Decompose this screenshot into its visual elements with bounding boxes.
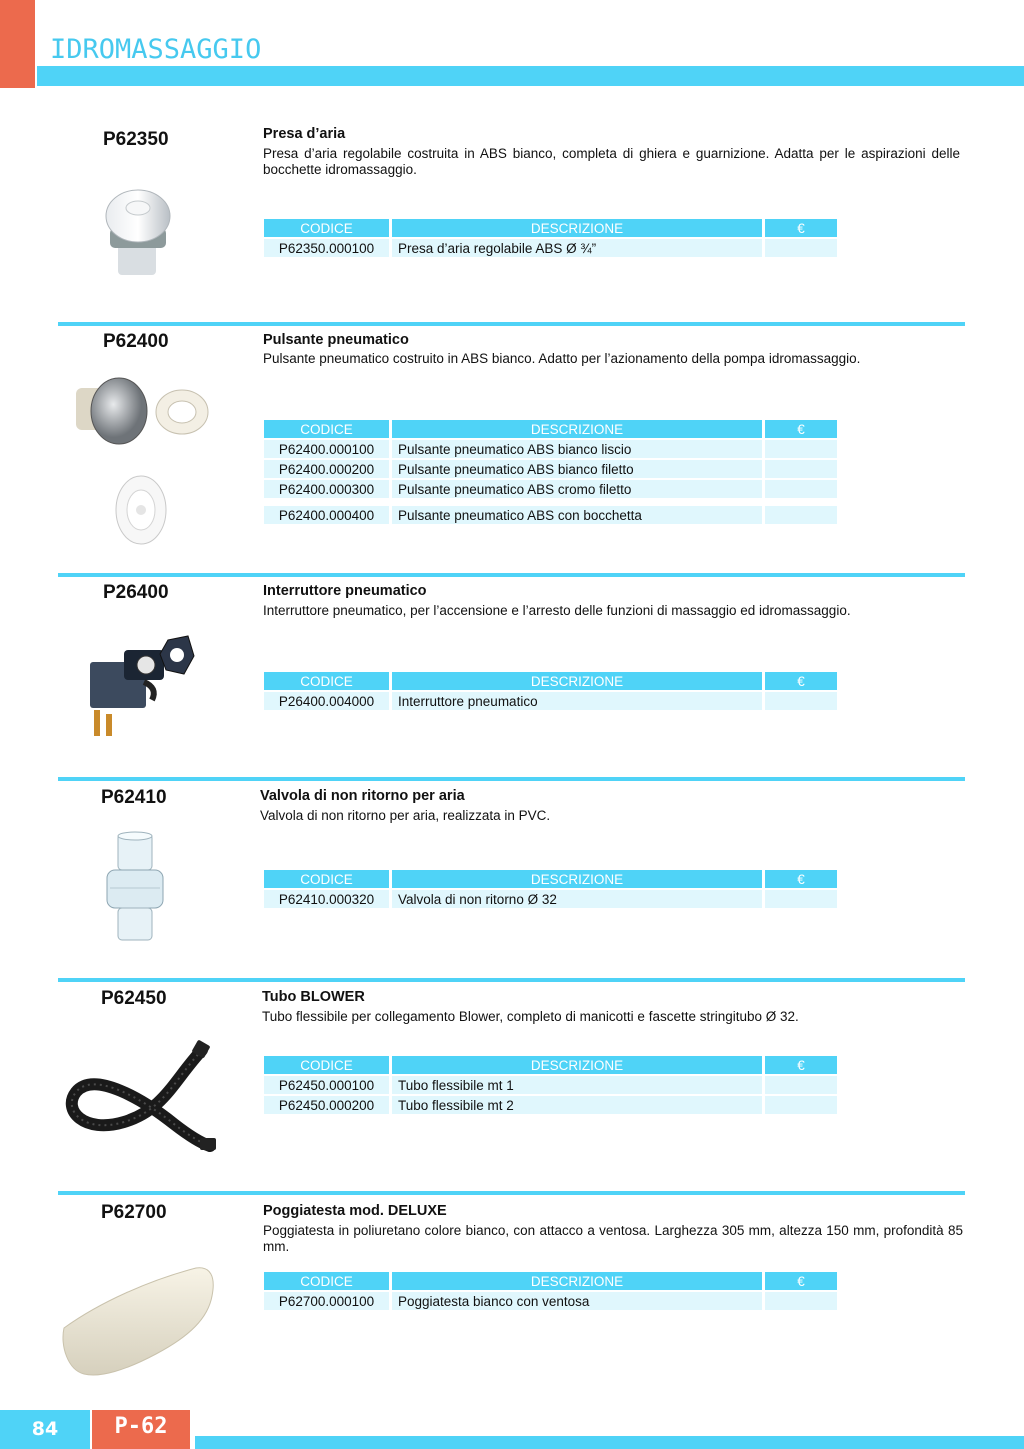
table-header-row	[264, 870, 837, 888]
table-header-row	[264, 420, 837, 438]
row-code: P62400.000100	[264, 440, 389, 458]
table-header-row	[264, 219, 837, 237]
product-code: P62350	[103, 129, 169, 150]
row-code: P62700.000100	[264, 1292, 389, 1310]
section-code: P-62	[92, 1410, 190, 1449]
header-codice: CODICE	[264, 219, 389, 237]
table-row	[264, 440, 837, 458]
product-code: P26400	[103, 582, 169, 603]
pneumatic-switch-image	[84, 632, 196, 742]
header-price: €	[765, 420, 837, 438]
product-code: P62450	[101, 988, 167, 1009]
header-descrizione: DESCRIZIONE	[392, 870, 762, 888]
product-title: Presa d’aria	[263, 126, 346, 142]
row-description: Poggiatesta bianco con ventosa	[392, 1292, 762, 1310]
header-descrizione: DESCRIZIONE	[392, 219, 762, 237]
pneumatic-nozzle-image	[113, 473, 169, 547]
header-price: €	[765, 1056, 837, 1074]
product-description: Poggiatesta in poliuretano colore bianco, con attacco a ventosa. Larghezza 305 mm, altezza 150 mm, profondità 85 mm.	[263, 1223, 963, 1254]
row-price	[765, 692, 837, 710]
row-code: P62450.000200	[264, 1096, 389, 1114]
table-row	[264, 692, 837, 710]
product-title: Valvola di non ritorno per aria	[260, 788, 465, 804]
product-code: P62700	[101, 1202, 167, 1223]
row-description: Interruttore pneumatico	[392, 692, 762, 710]
pneumatic-button-image	[74, 374, 214, 454]
page-number: 84	[0, 1410, 90, 1449]
row-description: Tubo flessibile mt 2	[392, 1096, 762, 1114]
header-codice: CODICE	[264, 1056, 389, 1074]
header-descrizione: DESCRIZIONE	[392, 672, 762, 690]
header-codice: CODICE	[264, 420, 389, 438]
table-row	[264, 239, 837, 257]
row-price	[765, 440, 837, 458]
blower-hose-image	[54, 1040, 218, 1152]
product-table	[264, 418, 837, 500]
row-code: P62400.000300	[264, 480, 389, 498]
header-codice: CODICE	[264, 1272, 389, 1290]
row-code: P62350.000100	[264, 239, 389, 257]
air-intake-image	[100, 188, 176, 278]
check-valve-image	[104, 830, 166, 944]
product-table	[264, 670, 837, 712]
table-row	[264, 480, 837, 498]
table-row	[264, 506, 837, 524]
product-table	[264, 217, 837, 259]
row-code: P62410.000320	[264, 890, 389, 908]
row-description: Pulsante pneumatico ABS cromo filetto	[392, 480, 762, 498]
header-codice: CODICE	[264, 870, 389, 888]
section-divider	[58, 978, 965, 982]
product-table	[264, 504, 837, 526]
header-codice: CODICE	[264, 672, 389, 690]
section-divider	[58, 573, 965, 577]
row-description: Pulsante pneumatico ABS con bocchetta	[392, 506, 762, 524]
product-description: Interruttore pneumatico, per l’accensione e l’arresto delle funzioni di massaggio ed idromassaggio.	[263, 603, 851, 618]
row-description: Tubo flessibile mt 1	[392, 1076, 762, 1094]
section-divider	[58, 777, 965, 781]
product-description: Valvola di non ritorno per aria, realizzata in PVC.	[260, 808, 551, 823]
row-price	[765, 1096, 837, 1114]
product-description: Pulsante pneumatico costruito in ABS bianco. Adatto per l’azionamento della pompa idromassaggio.	[263, 351, 861, 366]
product-code: P62400	[103, 331, 169, 352]
table-row	[264, 1292, 837, 1310]
row-description: Pulsante pneumatico ABS bianco liscio	[392, 440, 762, 458]
product-description: Presa d’aria regolabile costruita in ABS bianco, completa di ghiera e guarnizione. Adatta per le aspirazioni delle bocchette idromassaggio.	[263, 146, 960, 177]
row-code: P62400.000400	[264, 506, 389, 524]
footer-bar	[195, 1436, 1024, 1449]
row-price	[765, 1076, 837, 1094]
row-price	[765, 239, 837, 257]
row-code: P62450.000100	[264, 1076, 389, 1094]
row-price	[765, 1292, 837, 1310]
header-price: €	[765, 219, 837, 237]
table-header-row	[264, 1056, 837, 1074]
header-price: €	[765, 672, 837, 690]
row-code: P62400.000200	[264, 460, 389, 478]
header-price: €	[765, 870, 837, 888]
section-divider	[58, 322, 965, 326]
section-divider	[58, 1191, 965, 1195]
row-price	[765, 506, 837, 524]
header-bar	[37, 66, 1024, 86]
product-table	[264, 1270, 837, 1312]
header-descrizione: DESCRIZIONE	[392, 1056, 762, 1074]
product-title: Poggiatesta mod. DELUXE	[263, 1203, 447, 1219]
table-header-row	[264, 1272, 837, 1290]
row-price	[765, 890, 837, 908]
header-descrizione: DESCRIZIONE	[392, 1272, 762, 1290]
row-code: P26400.004000	[264, 692, 389, 710]
row-price	[765, 480, 837, 498]
page-title: IDROMASSAGGIO	[50, 34, 262, 65]
table-row	[264, 1076, 837, 1094]
product-table	[264, 868, 837, 910]
product-title: Pulsante pneumatico	[263, 332, 409, 348]
headrest-image	[60, 1262, 218, 1382]
corner-tab	[0, 0, 35, 88]
row-price	[765, 460, 837, 478]
table-row	[264, 460, 837, 478]
table-row	[264, 890, 837, 908]
product-title: Interruttore pneumatico	[263, 583, 427, 599]
row-description: Valvola di non ritorno Ø 32	[392, 890, 762, 908]
row-description: Pulsante pneumatico ABS bianco filetto	[392, 460, 762, 478]
header-price: €	[765, 1272, 837, 1290]
product-description: Tubo flessibile per collegamento Blower, completo di manicotti e fascette stringitubo Ø 32.	[262, 1009, 799, 1024]
header-descrizione: DESCRIZIONE	[392, 420, 762, 438]
row-description: Presa d’aria regolabile ABS Ø ¾”	[392, 239, 762, 257]
product-title: Tubo BLOWER	[262, 989, 365, 1005]
table-header-row	[264, 672, 837, 690]
product-table	[264, 1054, 837, 1116]
table-row	[264, 1096, 837, 1114]
product-code: P62410	[101, 787, 167, 808]
